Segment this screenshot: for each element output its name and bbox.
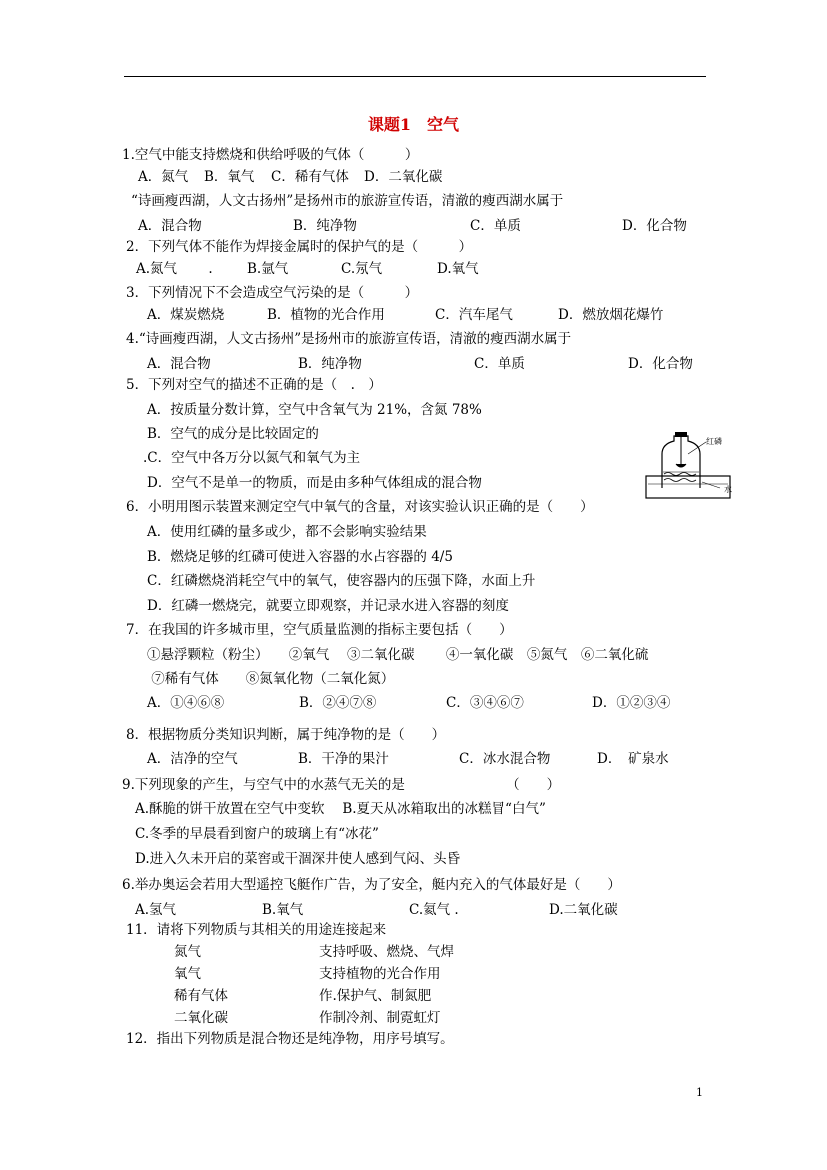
question-line: 1.空气中能支持燃烧和供给呼吸的气体（ ） <box>122 147 419 163</box>
answer-option: D．化合物 <box>628 356 693 372</box>
question-line: 8．根据物质分类知识判断，属于纯净物的是（ ） <box>126 727 446 743</box>
answer-option: B.氧气 <box>262 902 304 918</box>
answer-option: 作.保护气、制氮肥 <box>319 988 432 1004</box>
question-line: D.进入久未开启的菜窖或干涸深井使人感到气闷、头昏 <box>135 851 461 867</box>
answer-option: B．干净的果汁 <box>298 751 389 767</box>
experiment-apparatus-figure <box>640 428 740 500</box>
answer-option: A．混合物 <box>138 218 202 234</box>
answer-option: B.氩气 <box>247 261 289 277</box>
question-line: 4.“诗画瘦西湖，人文古扬州”是扬州市的旅游宣传语，清澈的瘦西湖水属于 <box>126 331 572 347</box>
answer-option: D． 矿泉水 <box>597 751 669 767</box>
question-line: C.冬季的早晨看到窗户的玻璃上有“冰花” <box>135 826 379 842</box>
answer-option: D．①②③④ <box>592 695 671 711</box>
question-line: “诗画瘦西湖，人文古扬州”是扬州市的旅游宣传语，清澈的瘦西湖水属于 <box>131 193 564 209</box>
answer-option: 二氧化碳 <box>174 1010 228 1026</box>
page-title: 课题1 空气 <box>367 115 460 134</box>
answer-option: C．汽车尾气 <box>435 307 513 323</box>
answer-option: D．二氧化碳 <box>364 169 443 185</box>
question-line: A．使用红磷的量多或少，都不会影响实验结果 <box>147 524 427 540</box>
answer-option: 支持植物的光合作用 <box>319 966 441 982</box>
question-line: 5．下列对空气的描述不正确的是（ . ） <box>126 377 382 393</box>
answer-option: A．氮气 <box>138 169 189 185</box>
answer-option: B．纯净物 <box>298 356 362 372</box>
question-line: 12．指出下列物质是混合物还是纯净物，用序号填写。 <box>126 1031 454 1047</box>
question-line: .C．空气中各万分以氮气和氧气为主 <box>143 450 361 466</box>
question-line: ⑦稀有气体 ⑧氮氧化物（二氧化氮） <box>147 671 395 687</box>
answer-option: D．化合物 <box>622 218 687 234</box>
answer-option: C．单质 <box>470 218 521 234</box>
answer-option: D．燃放烟花爆竹 <box>558 307 664 323</box>
label-water: 水 <box>724 485 732 494</box>
question-line: 7．在我国的许多城市里，空气质量监测的指标主要包括（ ） <box>126 622 513 638</box>
question-line: B．燃烧足够的红磷可使进入容器的水占容器的 4/5 <box>147 549 453 565</box>
answer-option: A．①④⑥⑧ <box>147 695 225 711</box>
answer-option: B．②④⑦⑧ <box>299 695 377 711</box>
page-number: 1 <box>696 1086 703 1099</box>
question-line: D．红磷一燃烧完，就要立即观察，并记录水进入容器的刻度 <box>147 598 509 614</box>
answer-option: A.氢气 <box>135 902 177 918</box>
question-line: 2．下列气体不能作为焊接金属时的保护气的是（ ） <box>126 239 473 255</box>
answer-option: D.二氧化碳 <box>549 902 618 918</box>
answer-option: 支持呼吸、燃烧、气焊 <box>319 944 454 960</box>
question-line: 3．下列情况下不会造成空气污染的是（ ） <box>126 285 419 301</box>
answer-option: C．冰水混合物 <box>459 751 551 767</box>
answer-option: A．煤炭燃烧 <box>147 307 225 323</box>
question-line: ①悬浮颗粒（粉尘） ②氧气 ③二氧化碳 ④一氧化碳 ⑤氮气 ⑥二氧化硫 <box>147 647 649 663</box>
answer-option: B．氧气 <box>204 169 255 185</box>
question-line: 6.举办奥运会若用大型遥控飞艇作广告，为了安全，艇内充入的气体最好是（ ） <box>122 877 621 893</box>
label-red-phosphorus: 红磷 <box>706 437 722 446</box>
answer-option: 稀有气体 <box>174 988 228 1004</box>
question-line: B．空气的成分是比较固定的 <box>147 426 319 442</box>
answer-option: A．洁净的空气 <box>147 751 238 767</box>
answer-option: B．植物的光合作用 <box>267 307 385 323</box>
question-line: A.酥脆的饼干放置在空气中变软 B.夏天从冰箱取出的冰糕冒“白气” <box>135 801 546 817</box>
answer-option: C．③④⑥⑦ <box>446 695 524 711</box>
header-rule <box>124 76 706 77</box>
answer-option: C.氖气 <box>341 261 383 277</box>
answer-option: 氧气 <box>174 966 201 982</box>
answer-option: 作制冷剂、制霓虹灯 <box>319 1010 441 1026</box>
question-line: D．空气不是单一的物质，而是由多种气体组成的混合物 <box>147 475 482 491</box>
question-line: 6．小明用图示装置来测定空气中氧气的含量，对该实验认识正确的是（ ） <box>126 499 594 515</box>
question-line: C．红磷燃烧消耗空气中的氧气，使容器内的压强下降，水面上升 <box>147 573 536 589</box>
question-line: 9.下列现象的产生，与空气中的水蒸气无关的是 （ ） <box>122 777 561 793</box>
answer-option: C．稀有气体 <box>271 169 349 185</box>
answer-option: D.氧气 <box>437 261 479 277</box>
answer-option: C.氦气 . <box>409 902 459 918</box>
answer-option: A．混合物 <box>147 356 211 372</box>
answer-option: C．单质 <box>474 356 525 372</box>
question-line: 11．请将下列物质与其相关的用途连接起来 <box>126 922 387 938</box>
answer-option: A.氮气 . <box>136 261 213 277</box>
answer-option: B．纯净物 <box>293 218 357 234</box>
question-line: A．按质量分数计算，空气中含氧气为 21%，含氮 78% <box>147 402 482 418</box>
answer-option: 氮气 <box>174 944 201 960</box>
